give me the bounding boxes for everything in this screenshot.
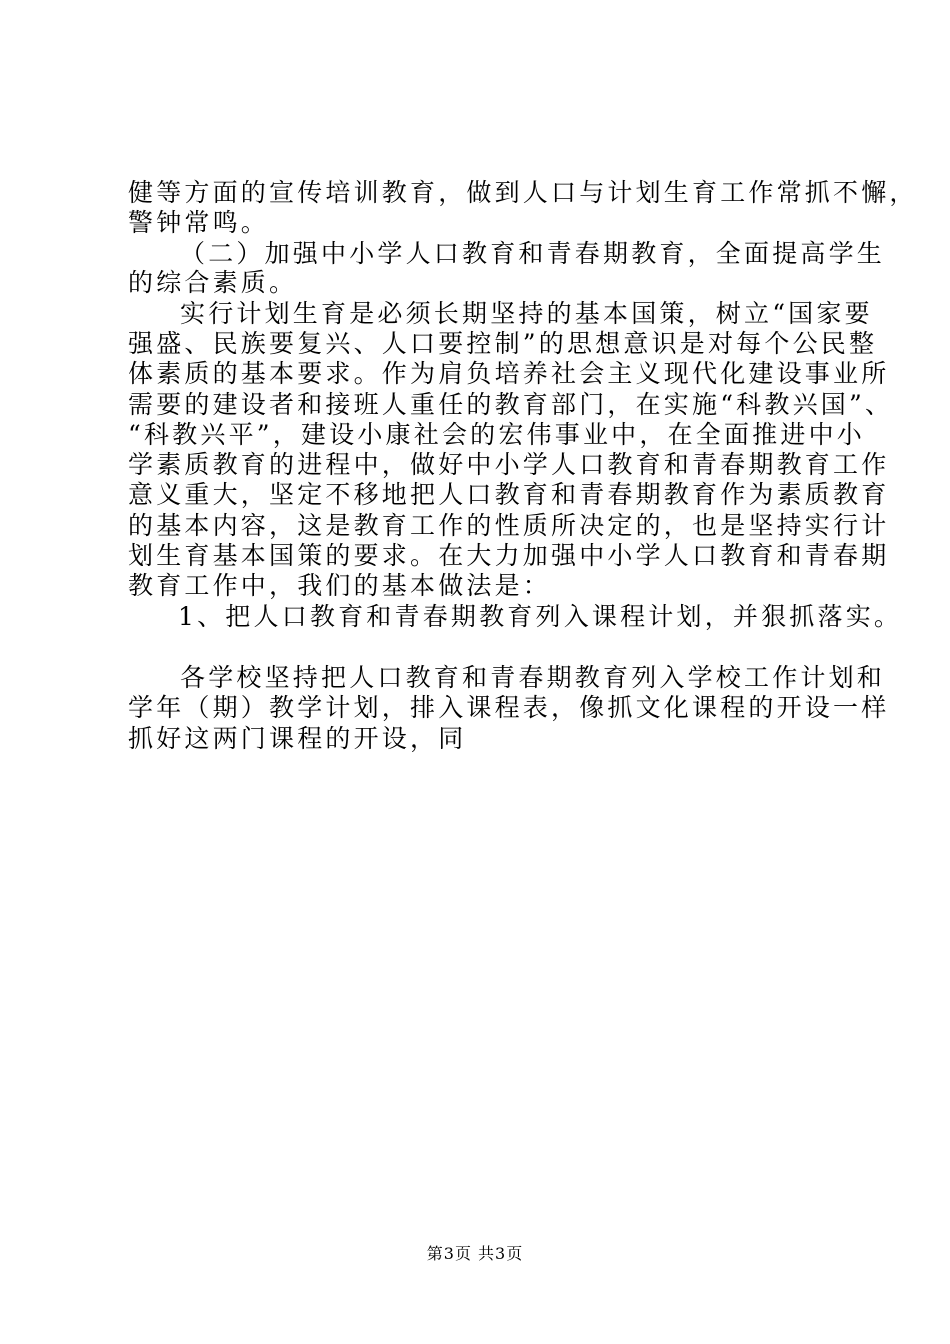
paragraph-line: “科教兴平”，建设小康社会的宏伟事业中，在全面推进中小 (128, 420, 865, 449)
section-heading-line: （二）加强中小学人口教育和青春期教育，全面提高学生 (180, 239, 886, 268)
paragraph-line: 各学校坚持把人口教育和青春期教育列入学校工作计划和 (180, 663, 886, 692)
paragraph-line: 意义重大，坚定不移地把人口教育和青春期教育作为素质教育 (128, 480, 890, 509)
paragraph-line: 教育工作中，我们的基本做法是： (128, 571, 552, 600)
section-heading-line: 的综合素质。 (128, 268, 298, 297)
paragraph-line: 划生育基本国策的要求。在大力加强中小学人口教育和青春期 (128, 541, 890, 570)
paragraph-line: 抓好这两门课程的开设，同 (128, 724, 467, 753)
paragraph-line: 健等方面的宣传培训教育，做到人口与计划生育工作常抓不懈， (128, 178, 918, 207)
paragraph-line: 学素质教育的进程中，做好中小学人口教育和青春期教育工作 (128, 450, 890, 479)
paragraph-line: 体素质的基本要求。作为肩负培养社会主义现代化建设事业所 (128, 359, 890, 388)
page-number-footer: 第3页 共3页 (426, 1244, 524, 1263)
paragraph-line: 警钟常鸣。 (128, 208, 270, 237)
paragraph-line: 需要的建设者和接班人重任的教育部门，在实施“科教兴国”、 (128, 390, 894, 419)
list-item-line: 1、把人口教育和青春期教育列入课程计划，并狠抓落实。 (178, 602, 903, 631)
paragraph-line: 强盛、民族要复兴、人口要控制”的思想意识是对每个公民整 (128, 329, 878, 358)
paragraph-line: 学年（期）教学计划，排入课程表，像抓文化课程的开设一样 (128, 693, 890, 722)
paragraph-line: 实行计划生育是必须长期坚持的基本国策，树立“国家要 (180, 299, 873, 328)
paragraph-line: 的基本内容，这是教育工作的性质所决定的，也是坚持实行计 (128, 511, 890, 540)
